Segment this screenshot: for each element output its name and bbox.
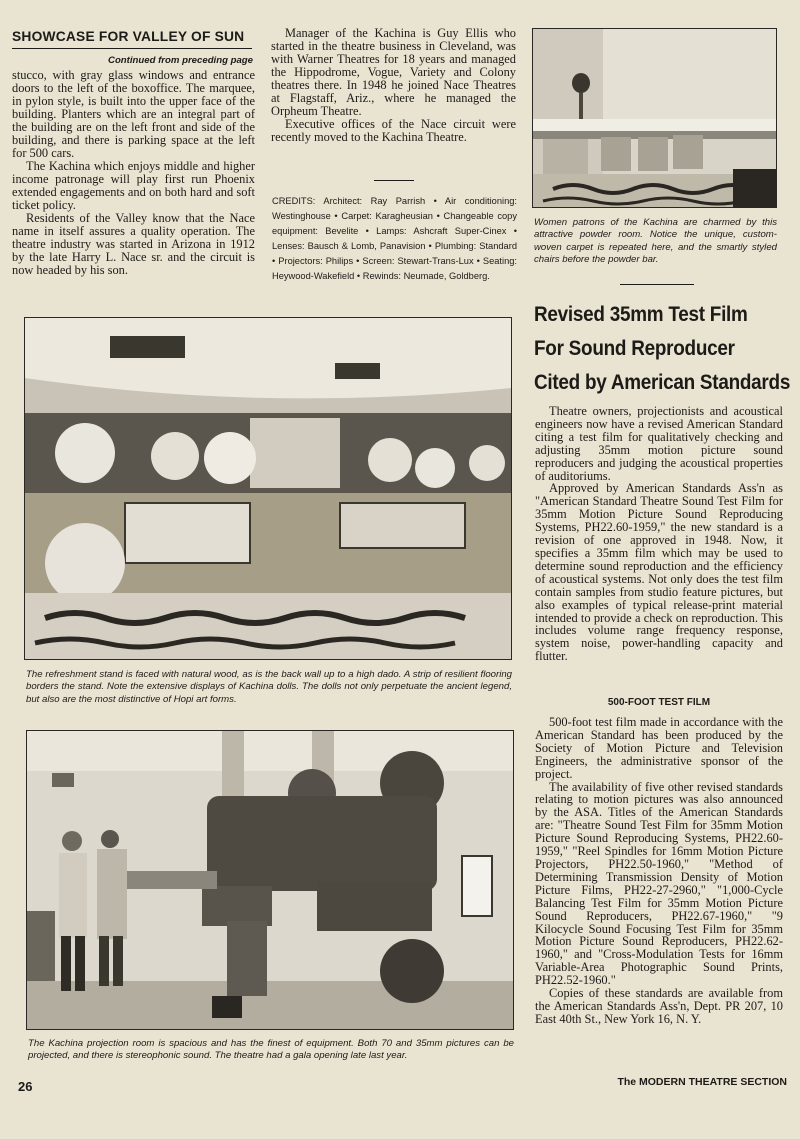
credits-block: CREDITS: Architect: Ray Parrish • Air conditioning: Westinghouse • Carpet: Karagheusian • Changeable copy equipment: Bevelite • Lamps: Ashcraft Super-Cinex • Lenses: Bausch & Lomb, Panavision • Plumbing: Standard • Projectors: Philips • Screen: Stewart-Trans-Lux • Seating: Heywood-Wakefield • Rewinds: Neumade, Goldberg. xyxy=(272,196,517,281)
header-rule xyxy=(12,48,252,49)
projection-room-photo xyxy=(26,730,514,1030)
continued-note: Continued from preceding page xyxy=(108,55,253,66)
article-paragraph: Theatre owners, projectionists and acoustical engineers now have a revised American Standard citing a test film for qualitatively checking and adjusting 35mm motion picture sound reproducers and judging the acoustical properties of auditoriums. xyxy=(535,404,783,483)
article-headline xyxy=(534,297,791,399)
article-paragraph: 500-foot test film made in accordance with the American Standard has been produced by the Society of Motion Picture and Television Engineers, the administrative sponsor of the project. xyxy=(535,715,783,781)
article-paragraph: The availability of five other revised standards relating to motion pictures was also announced by the ASA. Titles of the American Standards are: "Theatre Sound Test Film for 35mm Motion Picture Sound Reproducing Systems, PH22.60-1959," "Reel Spindles for 16mm Motion Picture Projectors, PH22.50-1960," "Method of Determining Transmission Density of Motion Picture Films, PH22-27-2960," "1,000-Cycle Balancing Test Film for 35mm Motion Picture Sound Reproducers, PH22.67-1960," "9 Kilocycle Sound Focusing Test Film for 35mm Motion Picture Sound Reproducers, PH22.62-1960," and "Cross-Modulation Tests for 16mm Variable-Area Photographic Sound Prints, PH22.52-1960." xyxy=(535,779,783,988)
section-footer: The MODERN THEATRE SECTION xyxy=(617,1076,787,1088)
article-text xyxy=(535,405,783,663)
headline-line: Cited by American Standards xyxy=(534,370,791,394)
article-text-continued xyxy=(535,716,783,1026)
headline-line: For Sound Reproducer xyxy=(534,336,735,360)
col2-paragraph: Executive offices of the Nace circuit were recently moved to the Kachina Theatre. xyxy=(271,117,516,144)
section-header: SHOWCASE FOR VALLEY OF SUN xyxy=(12,29,245,44)
col2-paragraph: Manager of the Kachina is Guy Ellis who started in the theatre business in Cleveland, was with Warner Theatres for 18 years and managed the Hippodrome, Vogue, Variety and Colony theatres there. In 1948 he joined Nace Theatres at Flagstaff, Ariz., where he managed the Orpheum Theatre. xyxy=(271,26,516,118)
credits-rule xyxy=(374,180,414,181)
headline-line: Revised 35mm Test Film xyxy=(534,302,748,326)
caption-rule xyxy=(620,284,694,285)
refreshment-stand-photo xyxy=(24,317,512,660)
projection-room-caption: The Kachina projection room is spacious and has the finest of equipment. Both 70 and 35mm pictures can be projected, and there is stereophonic sound. The theatre had a gala opening late last year. xyxy=(28,1038,514,1062)
powder-room-caption: Women patrons of the Kachina are charmed by this attractive powder room. Notice the unique, custom-woven carpet is repeated here, and the smartly styled chairs before the powder bar. xyxy=(534,217,777,265)
powder-room-photo xyxy=(532,28,777,208)
col1-paragraph: The Kachina which enjoys middle and higher income patronage will play first run Phoenix extended engagements and on both hard and soft ticket policy. xyxy=(12,159,255,212)
col1-paragraph: stucco, with gray glass windows and entrance doors to the left of the boxoffice. The marquee, in pylon style, is built into the upper face of the building. Planters which are an integral part of the building are on the left front and side of the building, and there is parking space at the left for 500 cars. xyxy=(12,68,255,160)
column-2-text xyxy=(271,27,516,144)
article-subhead: 500-FOOT TEST FILM xyxy=(607,697,711,708)
column-1-text xyxy=(12,69,255,277)
refreshment-stand-caption: The refreshment stand is faced with natural wood, as is the back wall up to a high dado. A strip of resilient flooring borders the stand. Note the extensive displays of Kachina dolls. The dolls not only perpetuate the ancient legend, but also are the most distinctive of Hopi art forms. xyxy=(26,669,512,705)
article-paragraph: Copies of these standards are available from the American Standards Ass'n, Dept. PR 207, 10 East 40th St., New York 16, N. Y. xyxy=(535,986,783,1026)
page-number: 26 xyxy=(18,1079,33,1094)
col1-paragraph: Residents of the Valley know that the Nace name in itself assures a quality operation. The theatre industry was started in Arizona in 1912 by the late Harry L. Nace sr. and the circuit is now headed by his son. xyxy=(12,211,255,277)
article-paragraph: Approved by American Standards Ass'n as "American Standard Theatre Sound Test Film for 35mm Motion Picture Sound Reproducing Systems, PH22.60-1959," the new standard is a revision of one approved in 1948. Now, it specifies a 35mm film which may be used to determine sound reproduction and the efficiency of acoustical systems. Not only does the test film contain samples from studio feature pictures, but also examples of typical release-print material intended to provide a check on reproduction. This includes volume range frequency response, system noise, power-handling capacity and flutter. xyxy=(535,481,783,664)
